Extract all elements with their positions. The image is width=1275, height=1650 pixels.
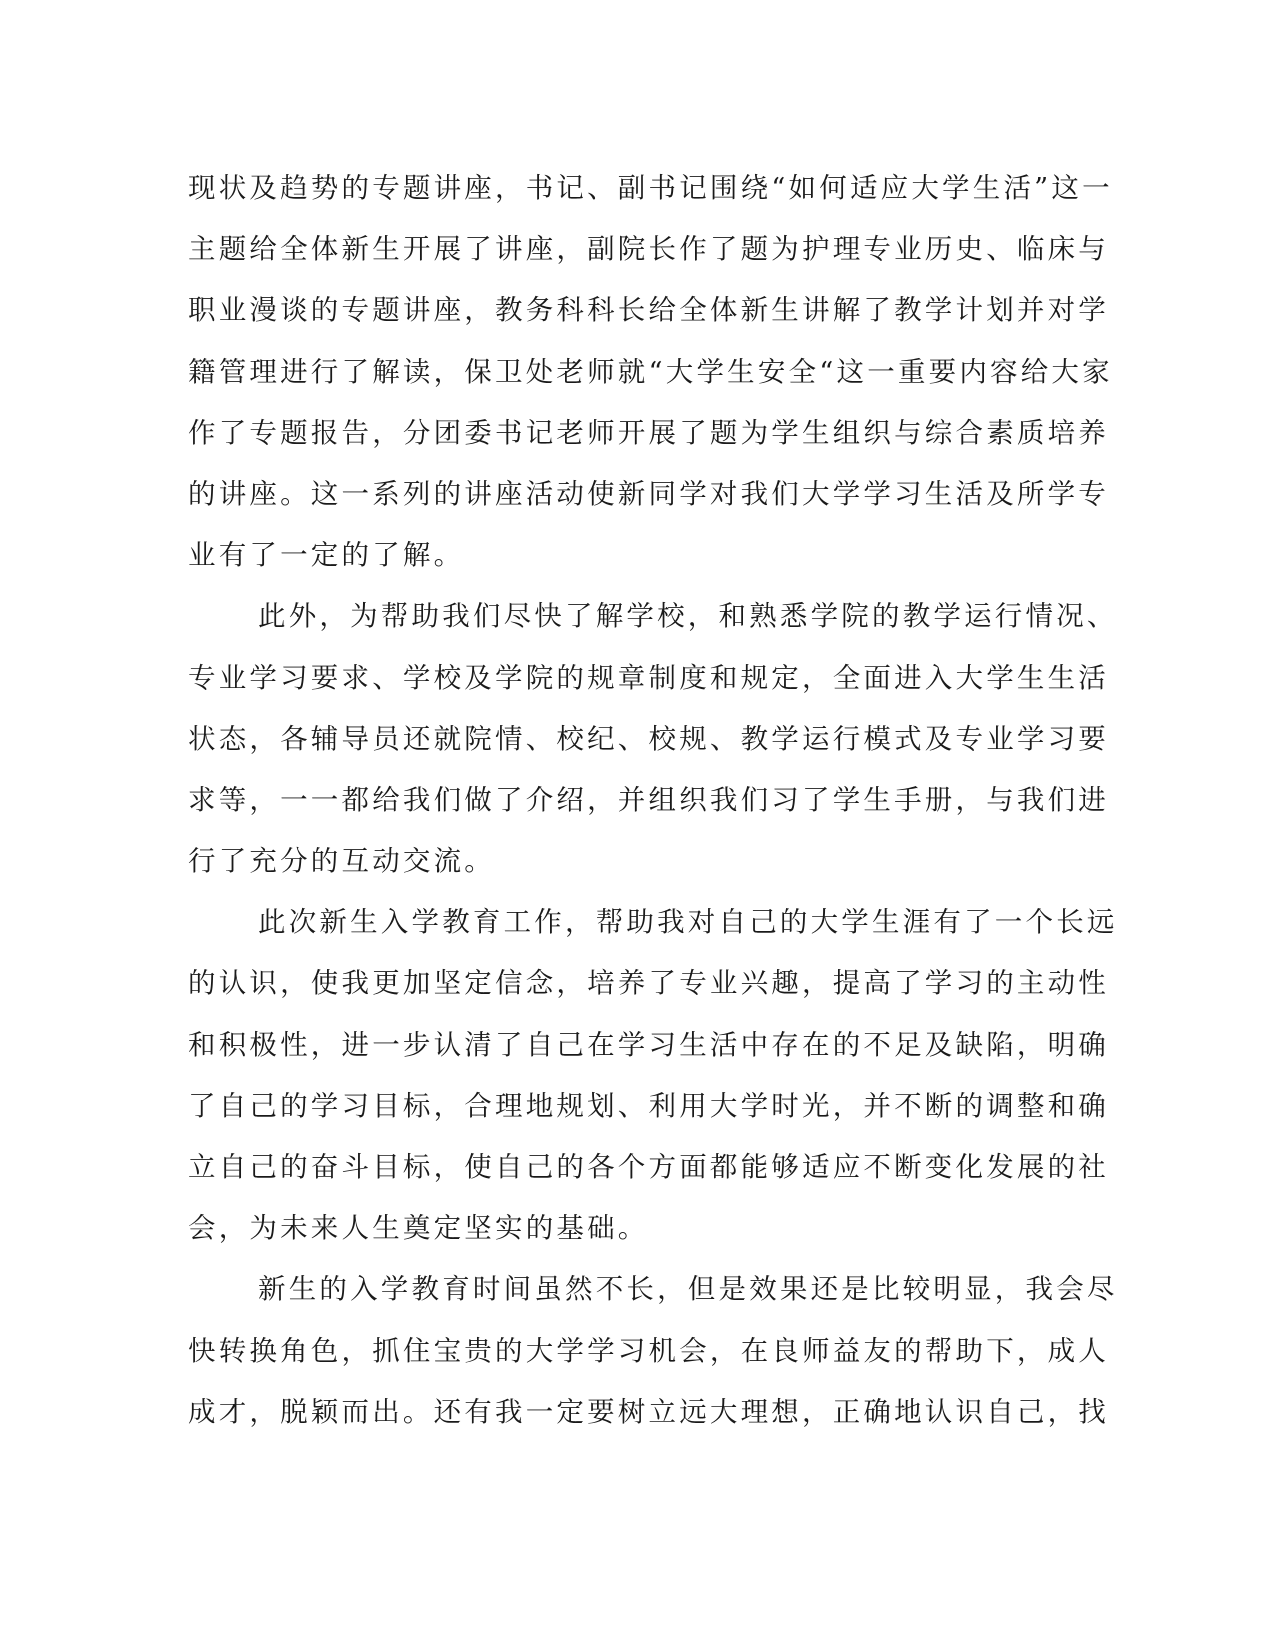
text-line: 职业漫谈的专题讲座，教务科科长给全体新生讲解了教学计划并对学 [188, 294, 1109, 327]
paragraph-first-line: 此次新生入学教育工作，帮助我对自己的大学生涯有了一个长远 [258, 906, 1118, 939]
body-text [188, 158, 1118, 1443]
text-line: 行了充分的互动交流。 [188, 845, 495, 878]
text-line: 的讲座。这一系列的讲座活动使新同学对我们大学学习生活及所学专 [188, 477, 1109, 510]
text-line: 了自己的学习目标，合理地规划、利用大学时光，并不断的调整和确 [188, 1089, 1109, 1122]
text-line: 和积极性，进一步认清了自己在学习生活中存在的不足及缺陷，明确 [188, 1028, 1109, 1061]
text-line: 现状及趋势的专题讲座，书记、副书记围绕“如何适应大学生活”这一 [188, 172, 1113, 204]
text-line: 主题给全体新生开展了讲座，副院长作了题为护理专业历史、临床与 [188, 233, 1109, 266]
text-line: 成才，脱颖而出。还有我一定要树立远大理想，正确地认识自己，找 [188, 1395, 1109, 1428]
text-line: 专业学习要求、学校及学院的规章制度和规定，全面进入大学生生活 [188, 661, 1109, 694]
text-line: 籍管理进行了解读，保卫处老师就“大学生安全“这一重要内容给大家 [188, 355, 1113, 388]
text-line: 立自己的奋斗目标，使自己的各个方面都能够适应不断变化发展的社 [188, 1151, 1109, 1183]
text-line: 会，为未来人生奠定坚实的基础。 [188, 1212, 649, 1245]
text-line: 作了专题报告，分团委书记老师开展了题为学生组织与综合素质培养 [188, 416, 1109, 449]
text-line: 业有了一定的了解。 [188, 539, 465, 572]
paragraph-first-line: 新生的入学教育时间虽然不长，但是效果还是比较明显，我会尽 [258, 1273, 1118, 1306]
text-line: 快转换角色，抓住宝贵的大学学习机会，在良师益友的帮助下，成人 [188, 1334, 1109, 1367]
text-line: 的认识，使我更加坚定信念，培养了专业兴趣，提高了学习的主动性 [188, 967, 1109, 1000]
text-line: 状态，各辅导员还就院情、校纪、校规、教学运行模式及专业学习要 [188, 722, 1109, 755]
text-line: 求等，一一都给我们做了介绍，并组织我们习了学生手册，与我们进 [188, 783, 1109, 816]
paragraph-first-line: 此外，为帮助我们尽快了解学校，和熟悉学院的教学运行情况、 [258, 600, 1118, 633]
